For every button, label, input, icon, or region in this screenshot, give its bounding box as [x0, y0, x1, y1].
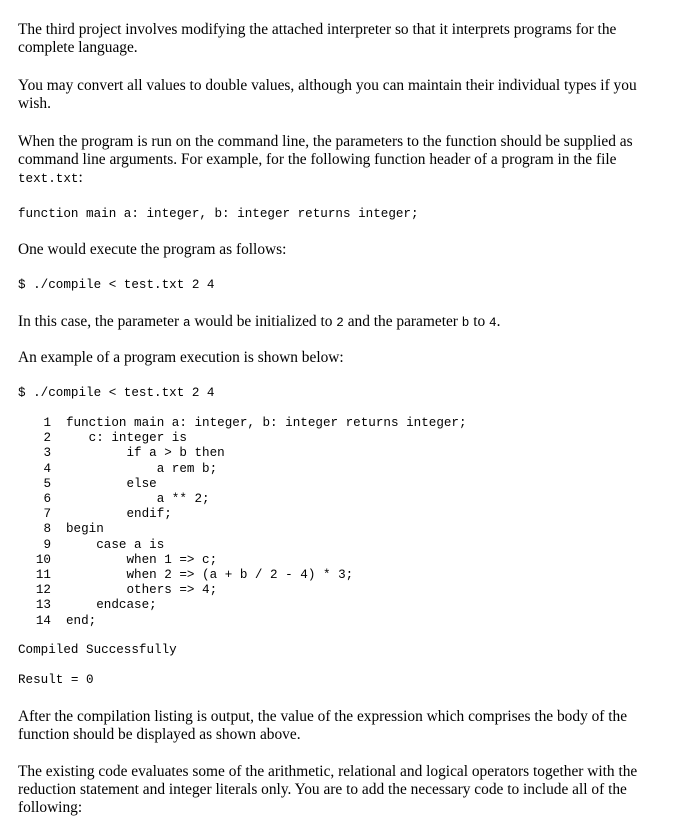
- paragraph-parameters-text-4: to: [469, 313, 490, 330]
- listing-line: [18, 492, 467, 507]
- listing-line: [18, 507, 467, 522]
- paragraph-command-line-end: :: [78, 169, 83, 186]
- paragraph-parameters-text-3: and the parameter: [343, 313, 462, 330]
- paragraph-double-values: You may convert all values to double values, although you can maintain their individual types if you wish.: [18, 77, 637, 112]
- listing-line: [18, 538, 467, 553]
- paragraph-existing-code: The existing code evaluates some of the arithmetic, relational and logical operators together with the reduction statement and integer literals only. You are to add the necessary code to include all of the following:: [18, 763, 638, 816]
- listing-line-code: function main a: integer, b: integer returns integer;: [66, 416, 467, 430]
- listing-line-code: when 1 => c;: [66, 552, 218, 567]
- paragraph-parameters-text-2: would be initialized to: [190, 313, 337, 330]
- listing-line-number: 1: [43, 416, 51, 430]
- listing-line-number: 3: [43, 446, 51, 461]
- listing-line: [18, 446, 467, 461]
- listing-line-code: endif;: [66, 507, 172, 522]
- listing-line-code: a ** 2;: [66, 492, 210, 507]
- inline-code-a: a: [182, 316, 191, 330]
- listing-line-number: 5: [43, 476, 51, 491]
- listing-line-code: a rem b;: [66, 461, 218, 476]
- listing-line: [18, 522, 467, 537]
- listing-line: [18, 553, 467, 568]
- listing-line: [18, 477, 467, 492]
- listing-line-number: 2: [43, 431, 51, 446]
- listing-line-number: 10: [35, 552, 51, 567]
- listing-line-code: if a > b then: [66, 446, 225, 461]
- listing-line-code: end;: [66, 613, 97, 628]
- code-command-2: $ ./compile < test.txt 2 4: [18, 386, 215, 400]
- listing-line-number: 14: [35, 613, 51, 628]
- listing-line: [18, 598, 467, 613]
- compilation-listing: [18, 416, 467, 629]
- listing-line-code: endcase;: [66, 598, 157, 613]
- paragraph-parameters-text: In this case, the parameter: [18, 313, 183, 330]
- paragraph-parameters-end: .: [496, 313, 501, 330]
- listing-line: [18, 462, 467, 477]
- listing-line: [18, 583, 467, 598]
- listing-line-number: 13: [35, 598, 51, 613]
- paragraph-after-listing: After the compilation listing is output, the value of the expression which comprises the body of the function should be displayed as shown above.: [18, 708, 628, 743]
- listing-line-number: 7: [43, 507, 51, 522]
- listing-line-code: case a is: [66, 537, 165, 552]
- compiled-successfully-text: Compiled Successfully: [18, 643, 177, 657]
- listing-line-number: 12: [35, 583, 51, 598]
- listing-line-number: 11: [35, 568, 51, 583]
- paragraph-parameters: [18, 313, 648, 332]
- paragraph-intro: The third project involves modifying the attached interpreter so that it interprets programs for the complete language.: [18, 21, 617, 56]
- inline-code-two: 2: [336, 316, 344, 330]
- paragraph-example: An example of a program execution is shown below:: [18, 349, 344, 366]
- listing-line-number: 4: [43, 461, 51, 476]
- code-command-1: $ ./compile < test.txt 2 4: [18, 278, 215, 292]
- inline-code-four: 4: [489, 316, 497, 330]
- listing-line: [18, 416, 467, 431]
- paragraph-command-line: [18, 133, 648, 188]
- listing-line-code: else: [66, 476, 157, 491]
- listing-line-code: others => 4;: [66, 583, 218, 598]
- inline-code-filename: text.txt: [18, 172, 79, 186]
- listing-line-number: 9: [43, 537, 51, 552]
- listing-line-code: when 2 => (a + b / 2 - 4) * 3;: [66, 568, 354, 583]
- paragraph-execute: One would execute the program as follows:: [18, 241, 287, 258]
- listing-line: [18, 568, 467, 583]
- inline-code-b: b: [461, 316, 470, 330]
- listing-line: [18, 431, 467, 446]
- listing-line-number: 8: [43, 522, 51, 537]
- paragraph-command-line-text: When the program is run on the command line, the parameters to the function should be supplied as command line arguments. For example, for the following function header of a program in the file: [18, 133, 633, 168]
- code-function-header: function main a: integer, b: integer returns integer;: [18, 207, 419, 221]
- result-text: Result = 0: [18, 673, 94, 687]
- listing-line: [18, 614, 467, 629]
- listing-line-code: c: integer is: [66, 431, 187, 446]
- listing-line-code: begin: [66, 522, 104, 537]
- listing-line-number: 6: [43, 492, 51, 507]
